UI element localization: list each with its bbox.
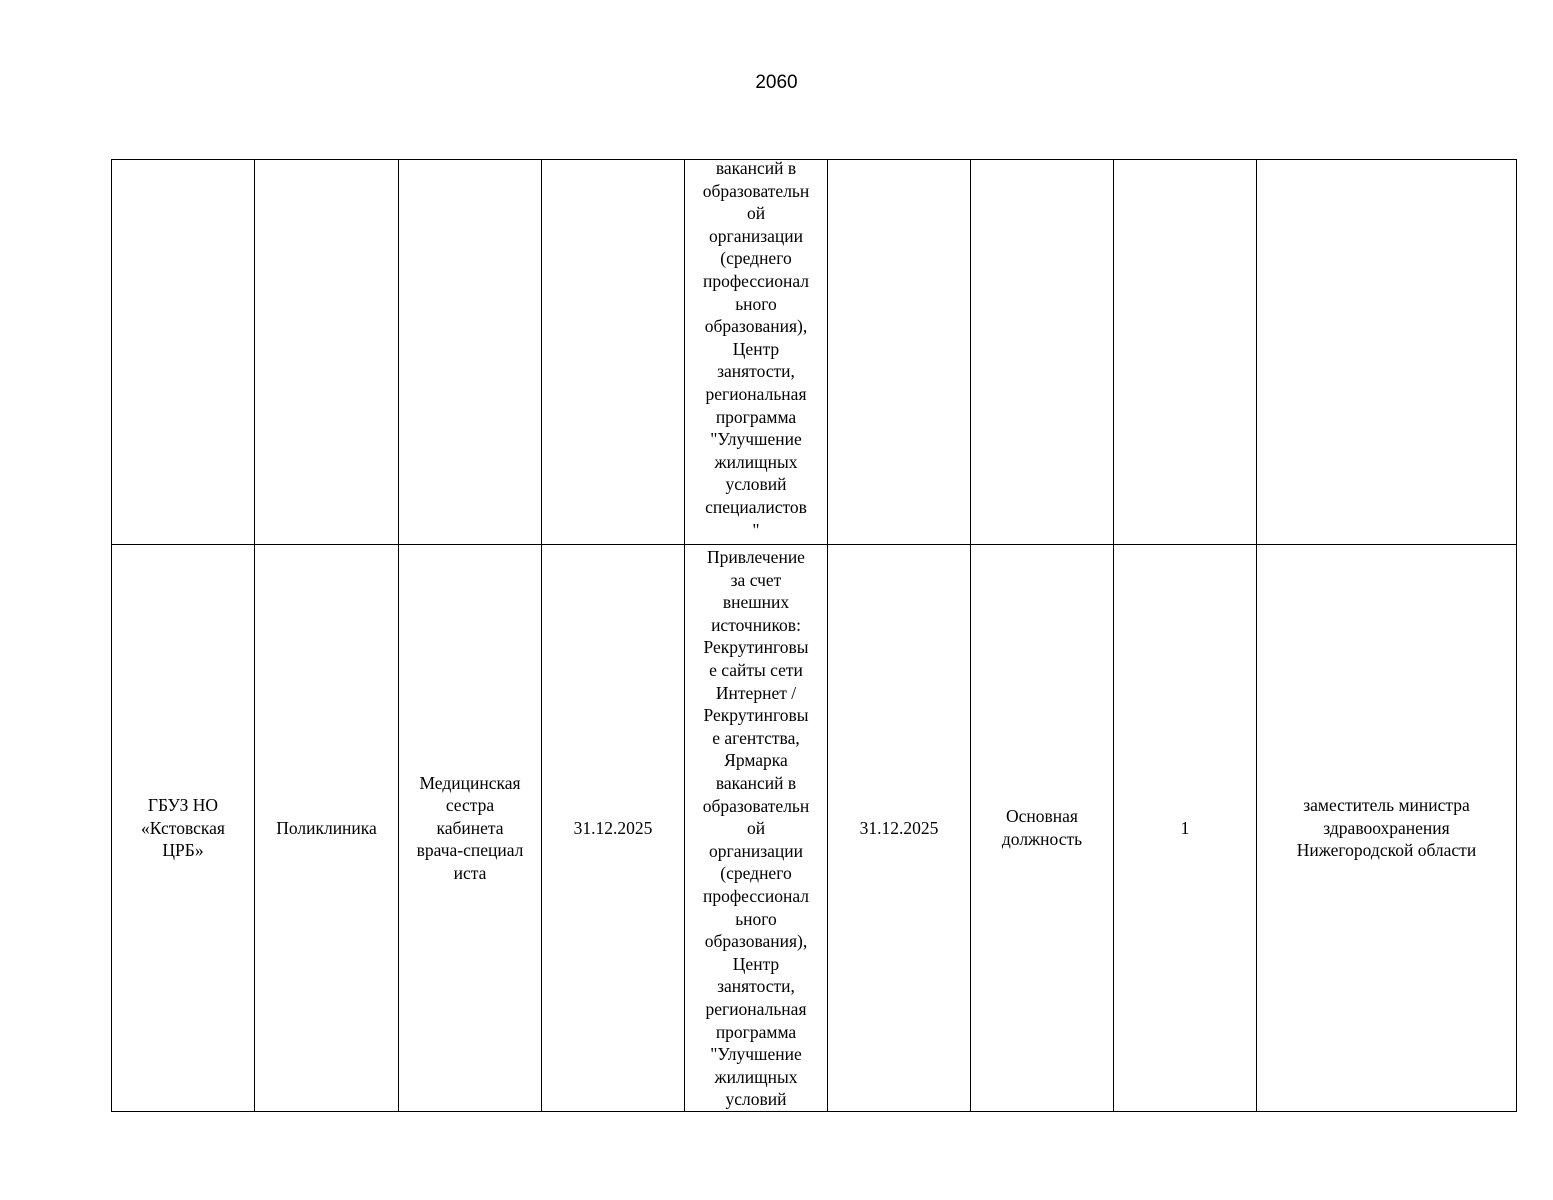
text-line: Рекрутинговы <box>703 637 809 658</box>
sources-text <box>687 160 825 542</box>
cell-count: 1 <box>1114 545 1257 1112</box>
text-line: профессионал <box>702 886 810 906</box>
text-line: условий <box>725 1089 787 1110</box>
text-line: Ярмарка <box>724 750 788 771</box>
text-line: должность <box>1001 829 1083 850</box>
text-line: Центр <box>732 338 780 359</box>
cell-date-vacancy <box>542 160 685 545</box>
cell-date-plan: 31.12.2025 <box>828 545 971 1112</box>
text-line: образовательн <box>702 795 810 816</box>
text-line: профессионал <box>702 270 810 291</box>
cell-division <box>255 160 399 545</box>
text-line: организации <box>709 840 803 861</box>
cell-sources <box>685 545 828 1112</box>
cell-employment-type <box>971 160 1114 545</box>
text-line: образовательн <box>702 180 810 201</box>
text-line: (среднего <box>720 863 792 884</box>
text-line: вакансий в <box>715 773 797 794</box>
cell-organization <box>112 160 255 545</box>
text-line: образования), <box>704 931 808 952</box>
text-line: источников: <box>711 614 801 635</box>
table-row <box>112 160 1517 545</box>
text-line: специалистов <box>705 496 807 517</box>
text-line: Основная <box>1006 806 1078 827</box>
text-line: за счет <box>730 569 782 590</box>
text-line: организации <box>709 225 803 246</box>
text-line: Нижегородской области <box>1296 840 1477 861</box>
cell-organization <box>112 545 255 1112</box>
text-line: е сайты сети <box>709 660 803 681</box>
text-line: занятости, <box>717 976 795 997</box>
text-line: заместитель министра <box>1303 795 1470 816</box>
cell-date-plan <box>828 160 971 545</box>
sources-text <box>687 545 825 1111</box>
text-line: Рекрутинговы <box>703 705 809 726</box>
text-line: внешних <box>722 592 790 613</box>
text-line: жилищных <box>714 451 798 472</box>
text-line: программа <box>715 406 797 427</box>
text-line: Центр <box>732 953 780 974</box>
text-line: вакансий в <box>715 159 797 178</box>
text-line: Привлечение <box>707 547 805 568</box>
text-line: ьного <box>735 293 777 314</box>
text-line: жилищных <box>714 1066 798 1087</box>
text-line: е агентства, <box>712 727 800 748</box>
text-line: Медицинская <box>419 772 521 793</box>
text-line: региональная <box>705 383 807 404</box>
cell-date-vacancy: 31.12.2025 <box>542 545 685 1112</box>
text-line: ой <box>746 818 766 839</box>
cell-employment-type <box>971 545 1114 1112</box>
table-row <box>112 545 1517 1112</box>
cell-sources <box>685 160 828 545</box>
cell-responsible <box>1257 545 1517 1112</box>
text-line: ой <box>746 203 766 224</box>
text-line: здравоохранения <box>1323 817 1450 838</box>
text-line: условий <box>725 474 787 495</box>
text-line: " <box>752 519 760 540</box>
text-line: "Улучшение <box>710 1044 802 1065</box>
text-line: (среднего <box>720 248 792 269</box>
text-line: программа <box>715 1021 797 1042</box>
text-line: ГБУЗ НО <box>147 795 219 816</box>
text-line: образования), <box>704 316 808 337</box>
cell-responsible <box>1257 160 1517 545</box>
text-line: иста <box>453 862 487 883</box>
text-line: Интернет / <box>715 682 797 703</box>
cell-division: Поликлиника <box>255 545 399 1112</box>
text-line: ьного <box>735 908 777 929</box>
text-line: кабинета <box>436 817 504 838</box>
vacancy-table <box>111 159 1517 1112</box>
text-line: занятости, <box>717 361 795 382</box>
text-line: врача-специал <box>416 840 524 861</box>
text-line: региональная <box>705 998 807 1019</box>
text-line: сестра <box>445 795 495 816</box>
cell-position <box>399 545 542 1112</box>
text-line: ЦРБ» <box>162 840 204 861</box>
cell-position <box>399 160 542 545</box>
cell-count <box>1114 160 1257 545</box>
text-line: "Улучшение <box>710 429 802 450</box>
page-number: 2060 <box>755 72 798 93</box>
text-line: «Кстовская <box>141 817 225 838</box>
